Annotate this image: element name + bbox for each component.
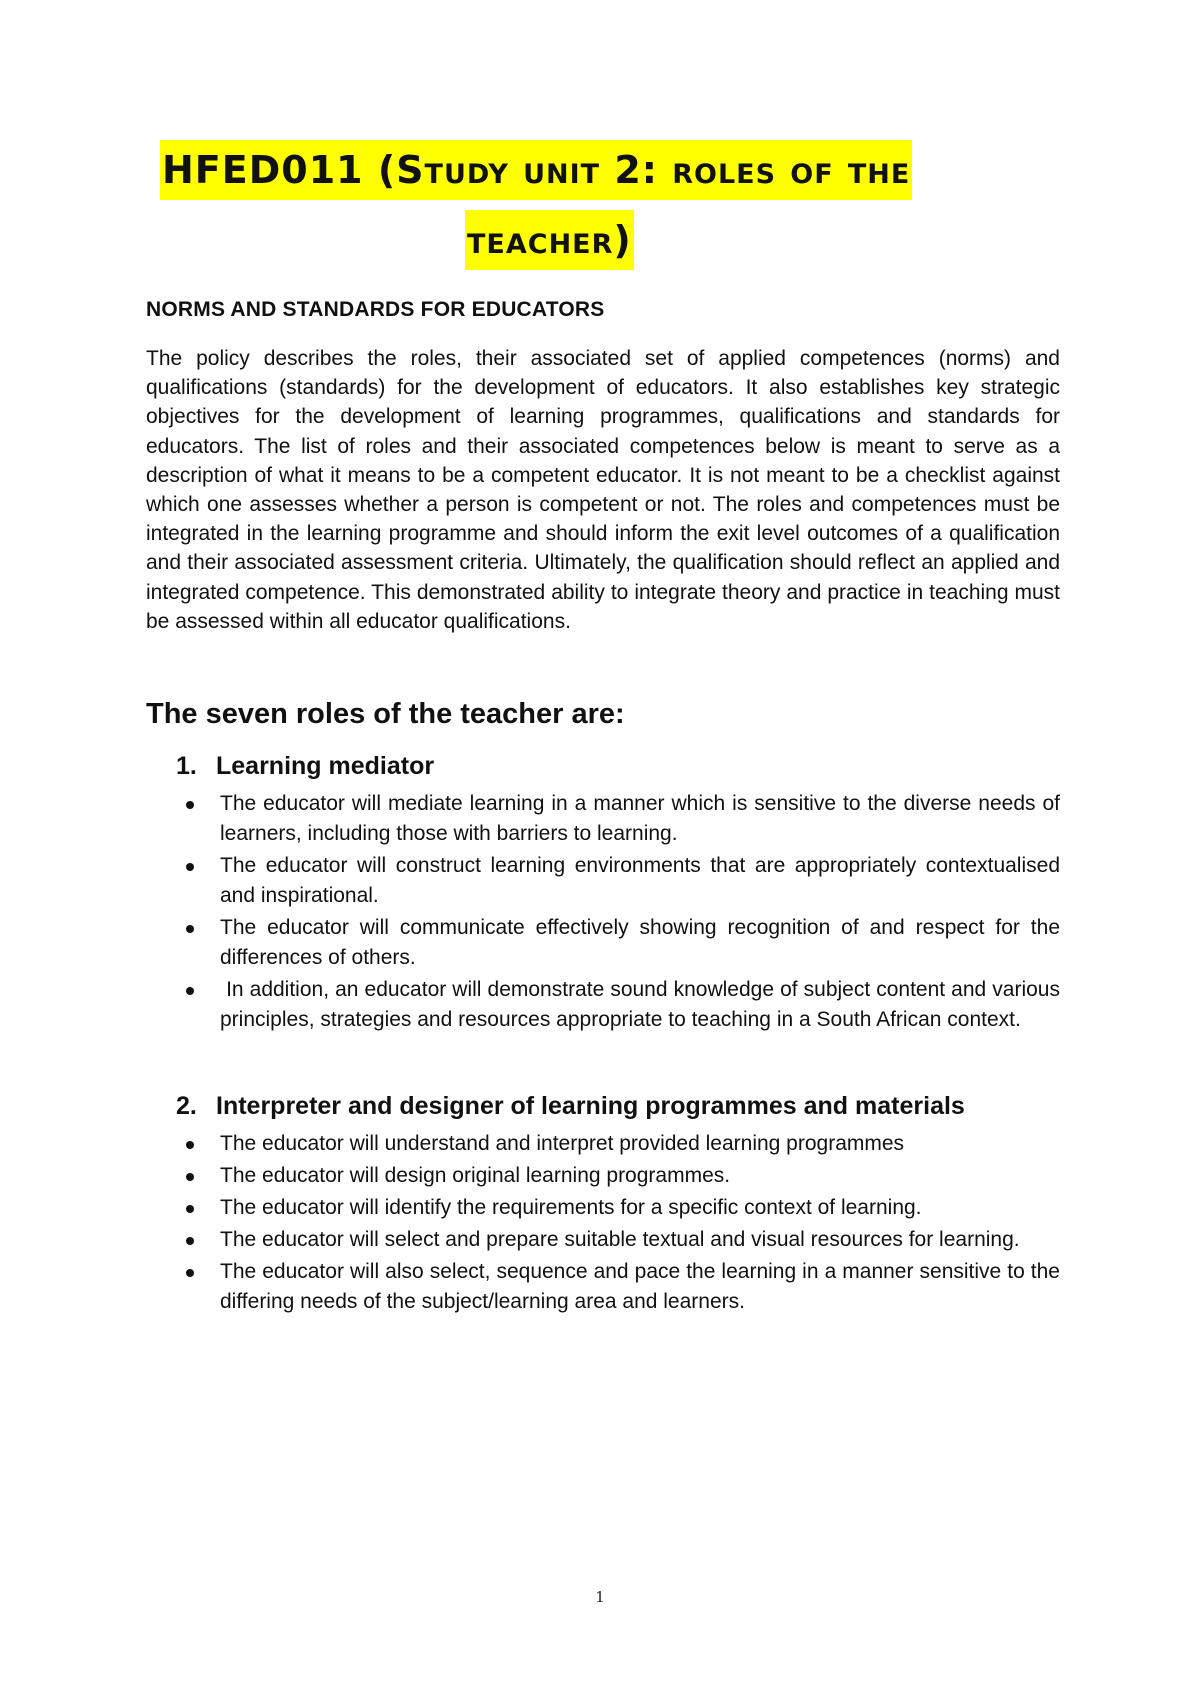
list-item [146,851,1060,911]
document-title-line-1: HFED011 (Study unit 2: roles of the [160,140,912,200]
role-number: 1. [176,752,197,780]
list-item [146,789,1060,849]
role-title-text: Learning mediator [216,752,435,780]
list-item-text: In addition, an educator will demonstrate sound knowledge of subject content and various principles, strategies and resources appropriate to teaching in a South African context. [220,978,1066,1031]
bullet-icon [186,1269,194,1277]
bullet-icon [186,987,194,995]
roles-heading: The seven roles of the teacher are: [146,698,625,730]
list-item-text: The educator will mediate learning in a manner which is sensitive to the diverse needs of learners, including those with barriers to learning. [220,792,1060,845]
bullet-icon [186,1205,194,1213]
role-interpreter-designer [146,1092,1060,1319]
list-item-text: The educator will understand and interpret provided learning programmes [220,1132,905,1155]
role-learning-mediator [146,752,1066,1037]
document-title-line-2: teacher) [465,210,634,270]
bullet-icon [186,1141,194,1149]
role-bullet-list [146,1129,1060,1317]
role-bullet-list [146,789,1066,1035]
list-item [146,1161,1060,1191]
list-item-text: The educator will identify the requirements for a specific context of learning. [220,1196,922,1219]
list-item-text: The educator will select and prepare suitable textual and visual resources for learning. [220,1228,1020,1251]
list-item [146,1257,1060,1317]
list-item [146,1193,1060,1223]
list-item [146,1129,1060,1159]
role-title-text: Interpreter and designer of learning programmes and materials [216,1092,965,1120]
intro-paragraph: The policy describes the roles, their associated set of applied competences (norms) and qualifications (standards) for the development of educators. It also establishes key strategic objectives for the development of learning programmes, qualifications and standards for educators. The list of roles and their associated competences below is meant to serve as a description of what it means to be a competent educator. It is not meant to be a checklist against which one assesses whether a person is competent or not. The roles and competences must be integrated in the learning programme and should inform the exit level outcomes of a qualification and their associated assessment criteria. Ultimately, the qualification should reflect an applied and integrated competence. This demonstrated ability to integrate theory and practice in teaching must be assessed within all educator qualifications. [146,347,1060,633]
page-number: 1 [595,1588,605,1606]
bullet-icon [186,925,194,933]
list-item [146,913,1060,973]
section-heading: NORMS AND STANDARDS FOR EDUCATORS [146,298,605,321]
bullet-icon [186,1173,194,1181]
list-item [146,975,1066,1035]
bullet-icon [186,863,194,871]
list-item-text: The educator will construct learning environments that are appropriately contextualised and inspirational. [220,854,1060,907]
list-item [146,1225,1060,1255]
list-item-text: The educator will design original learning programmes. [220,1164,731,1187]
bullet-icon [186,801,194,809]
role-number: 2. [176,1092,197,1120]
list-item-text: The educator will also select, sequence and pace the learning in a manner sensitive to the differing needs of the subject/learning area and learners. [220,1260,1060,1313]
role-title [146,1092,1060,1121]
role-title [146,752,1060,781]
list-item-text: The educator will communicate effectively showing recognition of and respect for the differences of others. [220,916,1060,969]
bullet-icon [186,1237,194,1245]
